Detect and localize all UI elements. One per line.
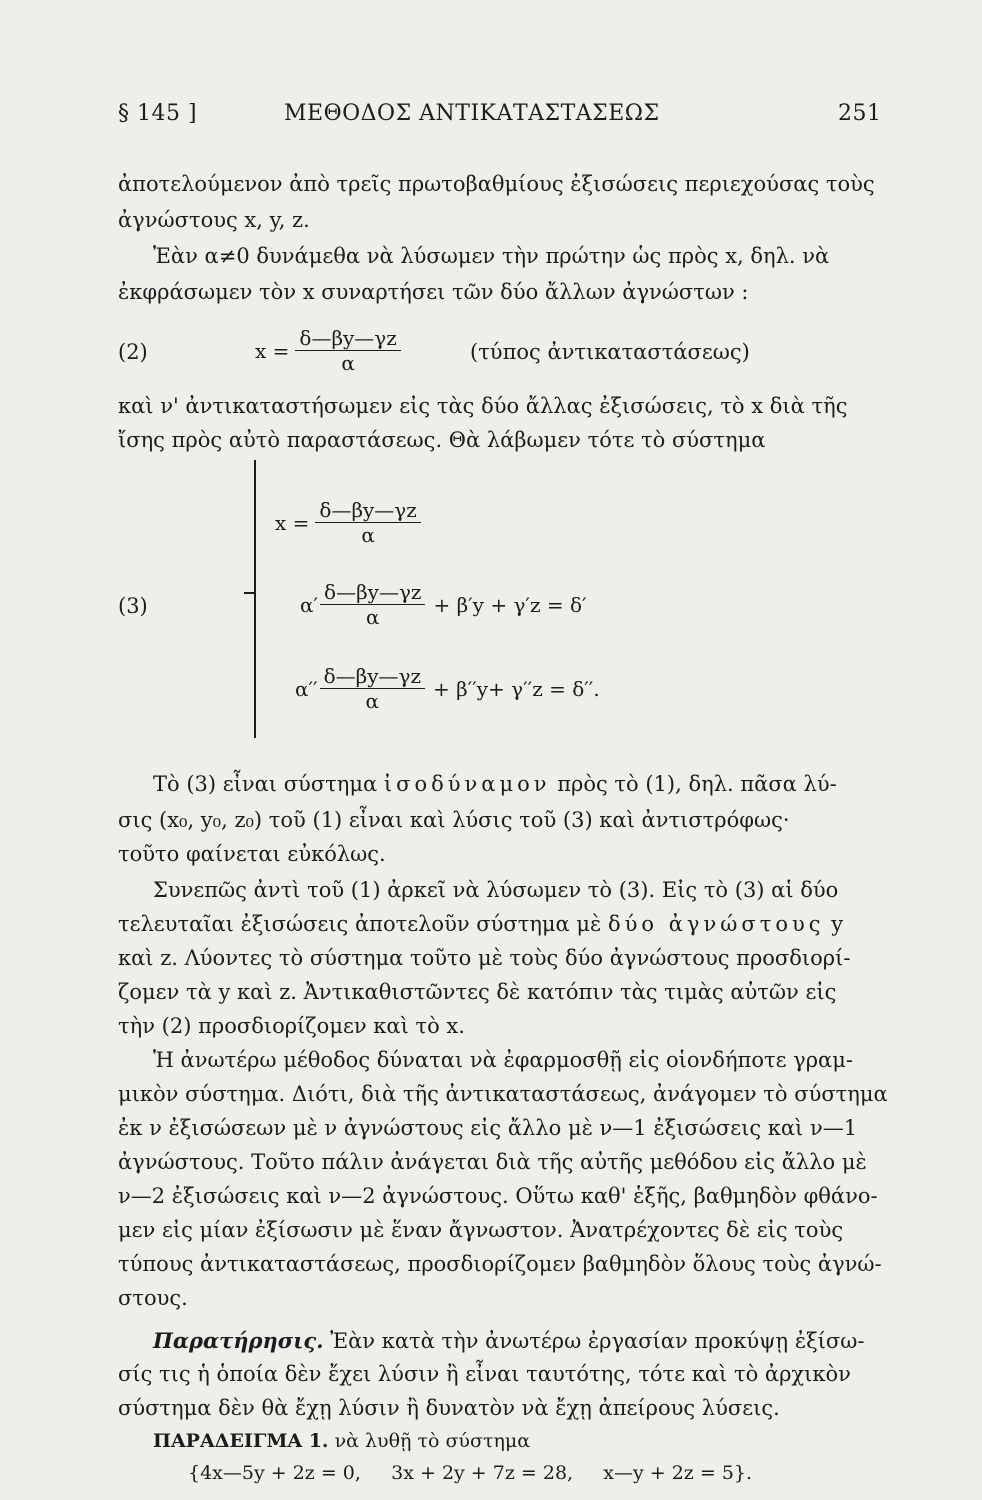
text-line: καὶ z. Λύοντες τὸ σύστημα τοῦτο μὲ τοὺς δύο ἀγνώστους προσδιορί- bbox=[118, 946, 851, 970]
text-span: πρὸς τὸ (1), δηλ. πᾶσα λύ- bbox=[557, 772, 837, 796]
text-line bbox=[118, 912, 843, 936]
text-line: σις (x₀, y₀, z₀) τοῦ (1) εἶναι καὶ λύσις τοῦ (3) καὶ ἀντιστρόφως· bbox=[118, 808, 790, 832]
equation-label: (2) bbox=[118, 340, 148, 364]
text-line: ἀποτελούμενον ἀπὸ τρεῖς πρωτοβαθμίους ἐξισώσεις περιεχούσας τοὺς bbox=[118, 172, 875, 196]
text-span: τελευταῖαι ἐξισώσεις ἀποτελοῦν σύστημα μὲ bbox=[118, 912, 602, 936]
text-line: τοῦτο φαίνεται εὐκόλως. bbox=[118, 842, 386, 866]
text-line: ἀγνώστους x, y, z. bbox=[118, 208, 310, 232]
coefficient: α′′ bbox=[295, 676, 318, 701]
text-line: καὶ ν' ἀντικαταστήσωμεν εἰς τὰς δύο ἄλλας ἐξισώσεις, τὸ x διὰ τῆς bbox=[118, 394, 848, 418]
text-line: ζομεν τὰ y καὶ z. Ἀντικαθιστῶντες δὲ κατόπιν τὰς τιμὰς αὐτῶν εἰς bbox=[118, 980, 837, 1004]
fraction-denominator: α bbox=[365, 689, 380, 713]
fraction-denominator: α bbox=[341, 351, 355, 375]
text-line: τὴν (2) προσδιορίζομεν καὶ τὸ x. bbox=[118, 1014, 465, 1038]
fraction-denominator: α bbox=[361, 523, 375, 547]
text-line bbox=[153, 1430, 530, 1452]
text-line: τύπους ἀντικαταστάσεως, προσδιορίζομεν βαθμηδὸν ὅλους τοὺς ἀγνώ- bbox=[118, 1252, 882, 1276]
text-span: y bbox=[831, 912, 844, 936]
text-line: στους. bbox=[118, 1286, 188, 1310]
text-line bbox=[153, 772, 837, 796]
emphasis-spaced: ἰσοδύναμον bbox=[383, 772, 551, 796]
page-title: ΜΕΘΟΔΟΣ ΑΝΤΙΚΑΤΑΣΤΑΣΕΩΣ bbox=[284, 101, 660, 126]
fraction bbox=[320, 664, 425, 713]
text-line: ἴσης πρὸς αὐτὸ παραστάσεως. Θὰ λάβωμεν τότε τὸ σύστημα bbox=[118, 428, 766, 452]
fraction-numerator: δ—βy—γz bbox=[324, 580, 422, 604]
equation-rest: + β′′y+ γ′′z = δ′′. bbox=[433, 676, 600, 701]
equation-2 bbox=[255, 326, 401, 375]
system-row-3 bbox=[295, 664, 600, 713]
fraction-denominator: α bbox=[365, 605, 380, 629]
text-span: Τὸ (3) εἶναι σύστημα bbox=[153, 772, 378, 796]
fraction-numerator: δ—βy—γz bbox=[323, 664, 421, 688]
text-line: Ἡ ἀνωτέρω μέθοδος δύναται νὰ ἐφαρμοσθῇ εἰς οἱονδήποτε γραμ- bbox=[153, 1048, 853, 1072]
example-equations: {4x—5y + 2z = 0, 3x + 2y + 7z = 28, x—y + 2z = 5}. bbox=[188, 1462, 753, 1484]
fraction-numerator: δ—βy—γz bbox=[319, 498, 417, 522]
text-line bbox=[153, 1328, 864, 1353]
emphasis-spaced: δύο ἀγνώστους bbox=[608, 912, 825, 936]
text-line: ν—2 ἐξισώσεις καὶ ν—2 ἀγνώστους. Οὕτω καθ' ἑξῆς, βαθμηδὸν φθάνο- bbox=[118, 1184, 878, 1208]
text-span: Ἐὰν κατὰ τὴν ἀνωτέρω ἐργασίαν προκύψῃ ἐξίσω- bbox=[330, 1329, 865, 1353]
system-row-2 bbox=[300, 580, 587, 629]
fraction bbox=[295, 326, 400, 375]
section-number: § 145 ] bbox=[118, 101, 198, 126]
brace-tip bbox=[244, 592, 254, 594]
brace bbox=[254, 460, 256, 738]
text-span: νὰ λυθῇ τὸ σύστημα bbox=[334, 1430, 531, 1452]
text-line: Συνεπῶς ἀντὶ τοῦ (1) ἀρκεῖ νὰ λύσωμεν τὸ (3). Εἰς τὸ (3) αἱ δύο bbox=[153, 878, 839, 902]
example-label: ΠΑΡΑΔΕΙΓΜΑ 1. bbox=[153, 1430, 329, 1452]
system-label: (3) bbox=[118, 594, 148, 618]
text-line: σίς τις ἡ ὁποία δὲν ἔχει λύσιν ἢ εἶναι ταυτότης, τότε καὶ τὸ ἀρχικὸν bbox=[118, 1362, 851, 1386]
coefficient: α′ bbox=[300, 592, 319, 617]
remark-label: Παρατήρησις. bbox=[153, 1328, 324, 1353]
fraction bbox=[320, 580, 425, 629]
equation-rest: + β′y + γ′z = δ′ bbox=[433, 592, 587, 617]
equation-lhs: x = bbox=[255, 338, 290, 363]
fraction-numerator: δ—βy—γz bbox=[299, 326, 397, 350]
text-line: μικὸν σύστημα. Διότι, διὰ τῆς ἀντικαταστάσεως, ἀνάγομεν τὸ σύστημα bbox=[118, 1082, 888, 1106]
equation-lhs: x = bbox=[275, 510, 310, 535]
equation-note: (τύπος ἀντικαταστάσεως) bbox=[470, 340, 750, 364]
text-line: ἐκ ν ἐξισώσεων μὲ ν ἀγνώστους εἰς ἄλλο μὲ ν—1 ἐξισώσεις καὶ ν—1 bbox=[118, 1116, 858, 1140]
system-row-1 bbox=[275, 498, 421, 547]
text-line: σύστημα δὲν θὰ ἔχῃ λύσιν ἢ δυνατὸν νὰ ἔχῃ ἀπείρους λύσεις. bbox=[118, 1396, 780, 1420]
text-line: Ἐὰν α≠0 δυνάμεθα νὰ λύσωμεν τὴν πρώτην ὡς πρὸς x, δηλ. νὰ bbox=[153, 244, 830, 268]
text-line: ἐκφράσωμεν τὸν x συναρτήσει τῶν δύο ἄλλων ἀγνώστων : bbox=[118, 280, 749, 304]
fraction bbox=[315, 498, 420, 547]
page-number: 251 bbox=[838, 101, 882, 126]
text-line: μεν εἰς μίαν ἐξίσωσιν μὲ ἕναν ἄγνωστον. Ἀνατρέχοντες δὲ εἰς τοὺς bbox=[118, 1218, 844, 1242]
text-line: ἀγνώστους. Τοῦτο πάλιν ἀνάγεται διὰ τῆς αὐτῆς μεθόδου εἰς ἄλλο μὲ bbox=[118, 1150, 867, 1174]
